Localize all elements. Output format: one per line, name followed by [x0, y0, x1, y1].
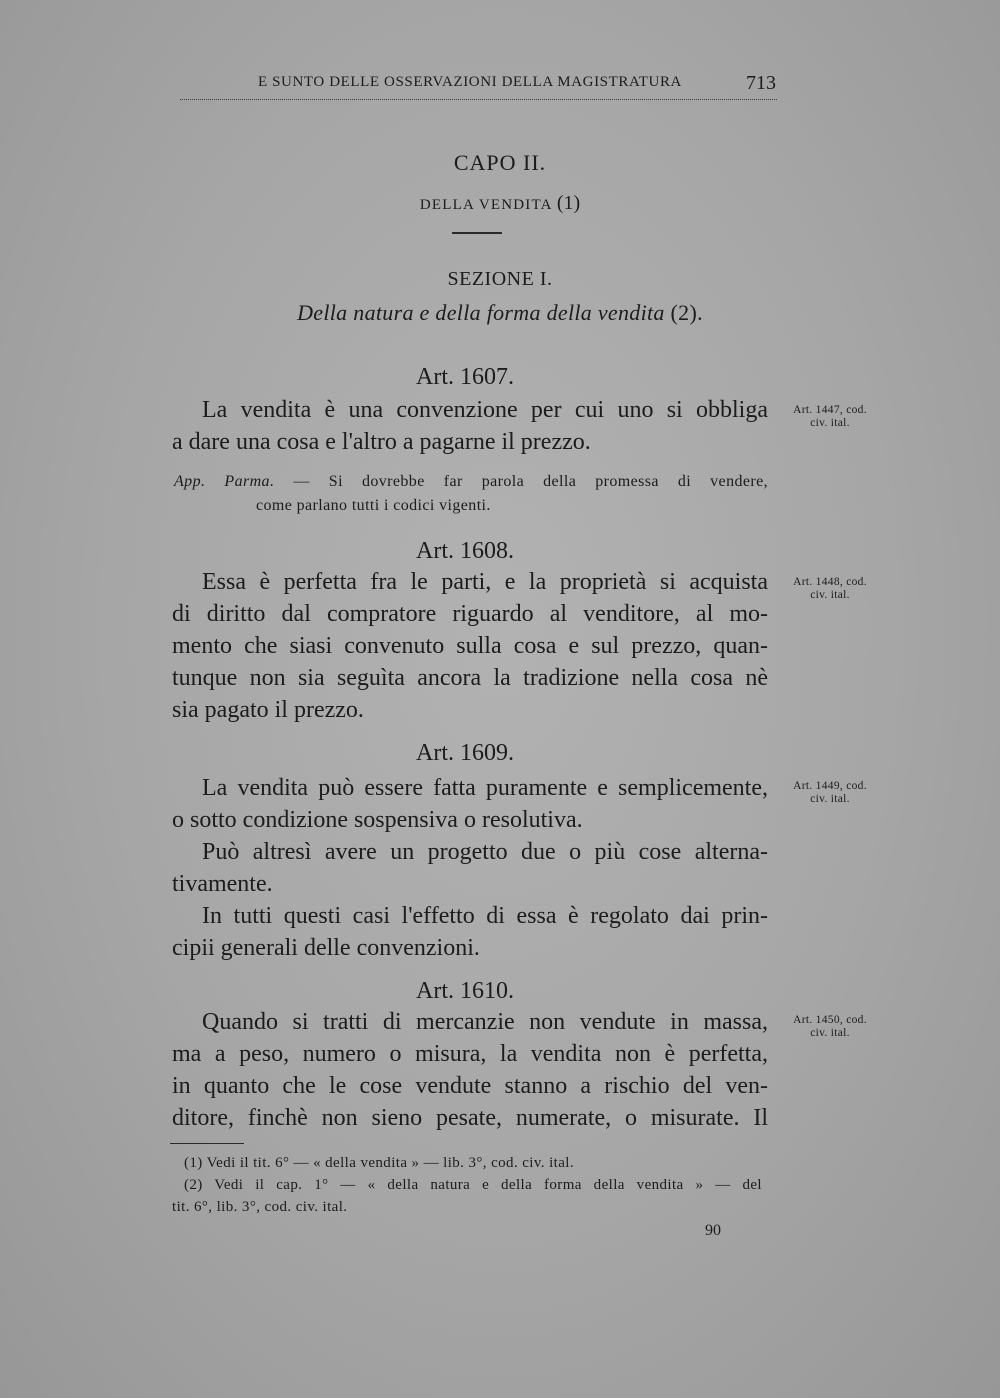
article-paragraph [172, 394, 768, 458]
text-line: In tutti questi casi l'effetto di essa è regolato dai prin- [202, 903, 768, 929]
margin-line: Art. 1448, cod. [793, 576, 867, 588]
margin-line: Art. 1449, cod. [793, 780, 867, 792]
text-line: tivamente. [172, 871, 273, 897]
text-line: ditore, finchè non sieno pesate, numerate, o misurate. Il [172, 1105, 768, 1131]
running-title: E SUNTO DELLE OSSERVAZIONI DELLA MAGISTRATURA [258, 74, 682, 90]
text-line: a dare una cosa e l'altro a pagarne il prezzo. [172, 429, 591, 455]
note-source: App. Parma. [174, 473, 275, 490]
text-line: La vendita può essere fatta puramente e semplicemente, [202, 775, 768, 801]
chapter-title: CAPO II. [453, 150, 547, 175]
margin-line: Art. 1450, cod. [793, 1014, 867, 1026]
article-number: Art. 1608. [416, 538, 514, 564]
text-line: o sotto condizione sospensiva o resolutiva. [172, 807, 583, 833]
chapter-subtitle [0, 192, 1000, 215]
article-number: Art. 1609. [416, 740, 514, 766]
margin-line: civ. ital. [810, 793, 850, 805]
header-rule [180, 99, 777, 100]
margin-line: Art. 1447, cod. [793, 404, 867, 416]
margin-line: civ. ital. [810, 1027, 850, 1039]
text-line: di diritto dal compratore riguardo al venditore, al mo- [172, 601, 768, 627]
article-number: Art. 1607. [416, 364, 514, 390]
article-paragraph [172, 566, 768, 726]
text-line: ma a peso, numero o misura, la vendita non è perfetta, [172, 1041, 768, 1067]
margin-reference [778, 1014, 882, 1040]
text-line: Può altresì avere un progetto due o più cose alterna- [202, 839, 768, 865]
footnote [172, 1174, 762, 1218]
article-paragraph [172, 1006, 768, 1134]
margin-line: civ. ital. [810, 417, 850, 429]
section-title: SEZIONE I. [447, 268, 553, 290]
text-line: sia pagato il prezzo. [172, 697, 364, 723]
footnote-ref-2: (2). [670, 300, 703, 325]
article-paragraph [172, 772, 768, 964]
text-line: cipii generali delle convenzioni. [172, 935, 480, 961]
text-line: Quando si tratti di mercanzie non vendute in massa, [202, 1009, 768, 1035]
chapter-subtitle-text: DELLA VENDITA [419, 197, 552, 213]
section-heading-text: Della natura e della forma della vendita [297, 300, 665, 325]
article-number: Art. 1610. [416, 978, 514, 1004]
footnote-line: (1) Vedi il tit. 6° — « della vendita » — lib. 3°, cod. civ. ital. [184, 1155, 575, 1171]
signature-mark: 90 [705, 1222, 721, 1239]
chapter-divider [452, 232, 502, 234]
note-line: come parlano tutti i codici vigenti. [256, 497, 491, 514]
footnote-line: (2) Vedi il cap. 1° — « della natura e della forma della vendita » — del [184, 1177, 762, 1193]
observation-note [172, 470, 768, 518]
margin-reference [778, 780, 882, 806]
text-line: mento che siasi convenuto sulla cosa e sul prezzo, quan- [172, 633, 768, 659]
note-line: App. Parma. — Si dovrebbe far parola della promessa di vendere, [174, 473, 768, 490]
section-heading [0, 300, 1000, 326]
footnote-line: tit. 6°, lib. 3°, cod. civ. ital. [172, 1199, 348, 1215]
footnote [172, 1152, 762, 1174]
margin-reference [778, 404, 882, 430]
page-number: 713 [746, 72, 776, 94]
margin-line: civ. ital. [810, 589, 850, 601]
text-line: La vendita è una convenzione per cui uno si obbliga [202, 397, 768, 423]
text-line: tunque non sia seguìta ancora la tradizione nella cosa nè [172, 665, 768, 691]
text-line: in quanto che le cose vendute stanno a rischio del ven- [172, 1073, 768, 1099]
text-line: Essa è perfetta fra le parti, e la proprietà si acquista [202, 569, 768, 595]
footnote-rule [170, 1143, 244, 1144]
footnote-ref-1: (1) [556, 192, 581, 214]
margin-reference [778, 576, 882, 602]
